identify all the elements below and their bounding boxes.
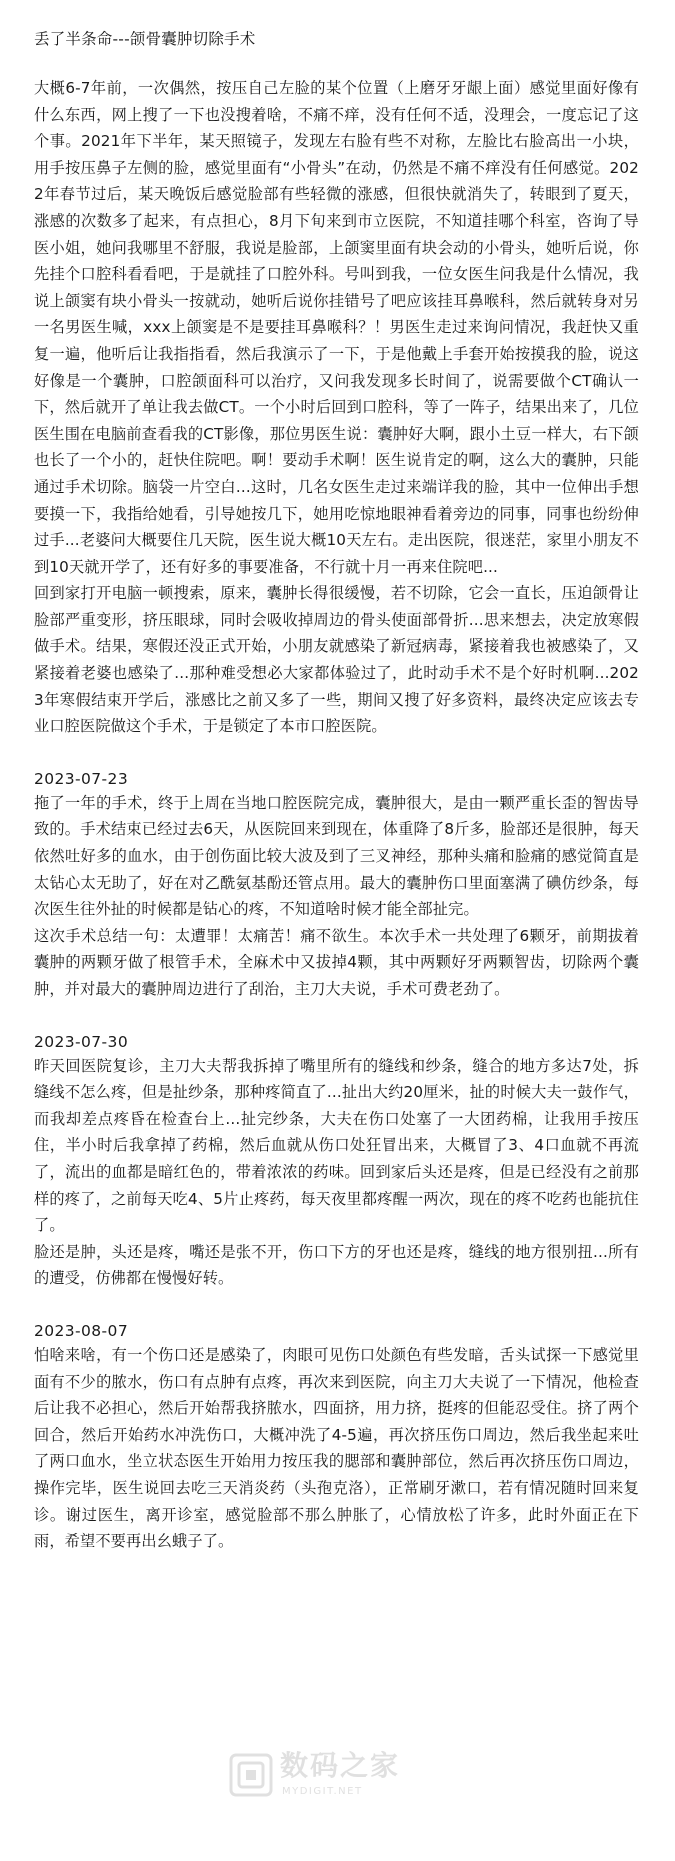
entry-paragraph: 拖了一年的手术，终于上周在当地口腔医院完成，囊肿很大，是由一颗严重长歪的智齿导致的。手术结束已经过去6天，从医院回来到现在，体重降了8斤多，脸部还是很肿，每天依然吐好多的血水，由于创伤面比较大波及到了三叉神经，那种头痛和脸痛的感觉简直是太钻心太无助了，好在对乙酰氨基酚还管点用。最大的囊肿伤口里面塞满了碘仿纱条，每次医生往外扯的时候都是钻心的疼，不知道啥时候才能全部扯完。 [34, 793, 639, 919]
entry-paragraph: 昨天回医院复诊，主刀大夫帮我拆掉了嘴里所有的缝线和纱条，缝合的地方多达7处，拆缝线不怎么疼，但是扯纱条，那种疼简直了...扯出大约20厘米，扯的时候大夫一鼓作气，而我却差点疼昏在检查台上...扯完纱条，大夫在伤口处塞了一大团药棉，让我用手按压住，半小时后我拿掉了药棉，然后血就从伤口处狂冒出来，大概冒了3、4口血就不再流了，流出的血都是暗红色的，带着浓浓的药味。回到家后头还是疼，但是已经没有之前那样的疼了，之前每天吃4、5片止疼药，每天夜里都疼醒一两次，现在的疼不吃药也能抗住了。 [34, 1056, 639, 1235]
entry-date: 2023-08-07 [34, 1321, 129, 1340]
entry-paragraph: 怕啥来啥，有一个伤口还是感染了，肉眼可见伤口处颜色有些发暗，舌头试探一下感觉里面有不少的脓水，伤口有点肿有点疼，再次来到医院，向主刀大夫说了一下情况，他检查后让我不必担心，然后开始帮我挤脓水，四面挤，用力挤，挺疼的但能忍受住。挤了两个回合，然后开始药水冲洗伤口，大概冲洗了4-5遍，再次挤压伤口周边，然后我坐起来吐了两口血水，坐立状态医生开始用力按压我的腮部和囊肿部位，然后再次挤压伤口周边，操作完毕，医生说回去吃三天消炎药（头孢克洛），正常刷牙漱口，若有情况随时回来复诊。谢过医生，离开诊室，感觉脸部不那么肿胀了，心情放松了许多，此时外面正在下雨，希望不要再出幺蛾子了。 [34, 1345, 639, 1551]
entry-2023-08-07 [34, 1320, 639, 1555]
mydigit-logo-icon [228, 1752, 274, 1798]
watermark [228, 1746, 428, 1806]
article-title: 丢了半条命---颌骨囊肿切除手术 [34, 30, 256, 48]
entry-2023-07-23 [34, 768, 639, 1003]
intro-paragraph-1: 大概6-7年前，一次偶然，按压自己左脸的某个位置（上磨牙牙龈上面）感觉里面好像有什么东西，网上搜了一下也没搜着啥，不痛不痒，没有任何不适，没理会，一度忘记了这个事。2021年下半年，某天照镜子，发现左右脸有些不对称，左脸比右脸高出一小块，用手按压鼻子左侧的脸，感觉里面有“小骨头”在动，仍然是不痛不痒没有任何感觉。2022年春节过后，某天晚饭后感觉脸部有些轻微的涨感，但很快就消失了，转眼到了夏天，涨感的次数多了起来，有点担心，8月下旬来到市立医院，不知道挂哪个科室，咨询了导医小姐，她问我哪里不舒服，我说是脸部，上颌窦里面有块会动的小骨头，她听后说，你先挂个口腔科看看吧，于是就挂了口腔外科。号叫到我，一位女医生问我是什么情况，我说上颌窦有块小骨头一按就动，她听后说你挂错号了吧应该挂耳鼻喉科，然后就转身对另一名男医生喊，xxx上颌窦是不是要挂耳鼻喉科？！男医生走过来询问情况，我赶快又重复一遍，他听后让我指指看，然后我演示了一下，于是他戴上手套开始按摸我的脸，说这好像是一个囊肿，口腔颌面科可以治疗，又问我发现多长时间了，说需要做个CT确认一下，然后就开了单让我去做CT。一个小时后回到口腔科，等了一阵子，结果出来了，几位医生围在电脑前查看我的CT影像，那位男医生说：囊肿好大啊，跟小土豆一样大，右下颌也长了一个小的，赶快住院吧。啊！要动手术啊！医生说肯定的啊，这么大的囊肿，只能通过手术切除。脑袋一片空白...这时，几名女医生走过来端详我的脸，其中一位伸出手想要摸一下，我指给她看，引导她按几下，她用吃惊地眼神看着旁边的同事，同事也纷纷伸过手...老婆问大概要住几天院，医生说大概10天左右。走出医院，很迷茫，家里小朋友不到10天就开学了，还有好多的事要准备，不行就十月一再来住院吧... [34, 79, 639, 576]
watermark-name-en: MYDIGIT.NET [282, 1786, 363, 1797]
intro-paragraph-2: 回到家打开电脑一顿搜索，原来，囊肿长得很缓慢，若不切除，它会一直长，压迫颌骨让脸部严重变形，挤压眼球，同时会吸收掉周边的骨头使面部骨折...思来想去，决定放寒假做手术。结果，寒假还没正式开始，小朋友就感染了新冠病毒，紧接着我也被感染了，又紧接着老婆也感染了...那种难受想必大家都体验过了，此时动手术不是个好时机啊...2023年寒假结束开学后，涨感比之前又多了一些，期间又搜了好多资料，最终决定应该去专业口腔医院做这个手术，于是锁定了本市口腔医院。 [34, 584, 639, 736]
entry-2023-07-30 [34, 1031, 639, 1292]
watermark-name-cn: 数码之家 [280, 1749, 401, 1782]
intro-section [34, 75, 639, 740]
article [34, 28, 639, 1583]
entry-date: 2023-07-30 [34, 1032, 129, 1051]
entry-date: 2023-07-23 [34, 769, 129, 788]
entry-paragraph: 脸还是肿，头还是疼，嘴还是张不开，伤口下方的牙也还是疼，缝线的地方很别扭...所有的遭受，仿佛都在慢慢好转。 [34, 1242, 639, 1288]
entry-paragraph: 这次手术总结一句：太遭罪！太痛苦！痛不欲生。本次手术一共处理了6颗牙，前期拔着囊肿的两颗牙做了根管手术，全麻术中又拔掉4颗，其中两颗好牙两颗智齿，切除两个囊肿，并对最大的囊肿周边进行了刮治，主刀大夫说，手术可费老劲了。 [34, 926, 639, 998]
